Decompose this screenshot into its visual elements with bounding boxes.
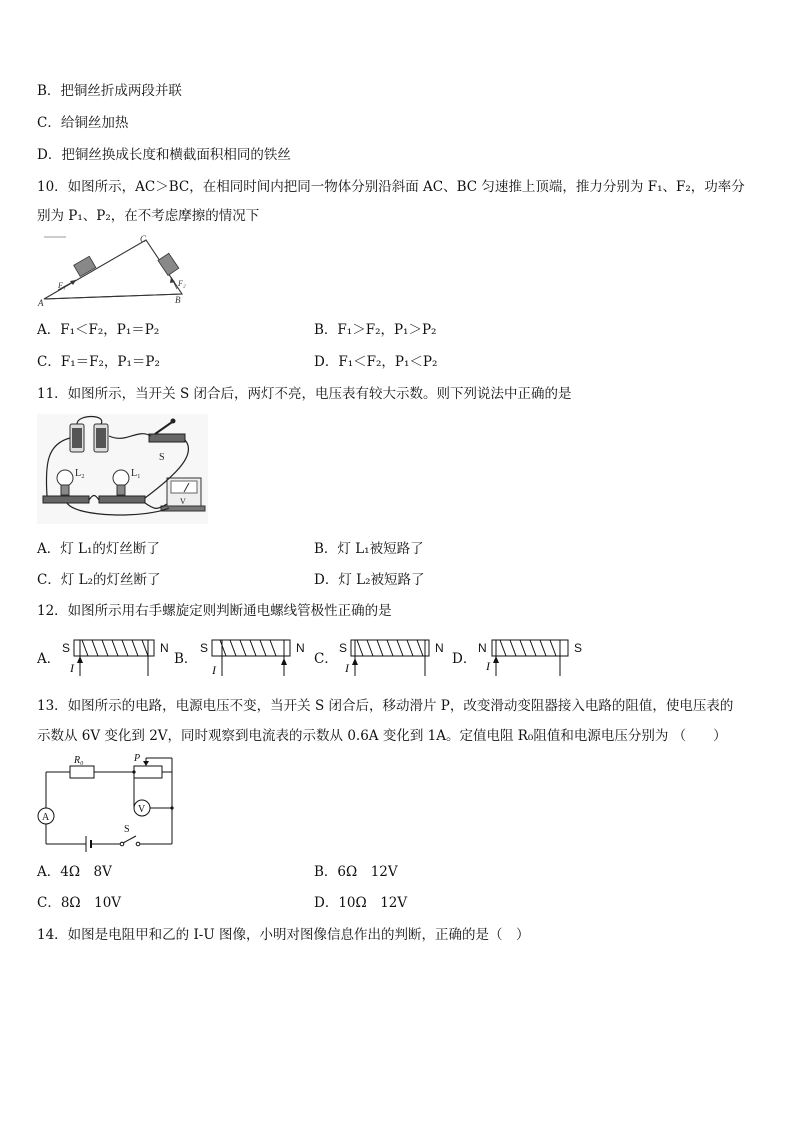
q12-a-right-pole: N bbox=[160, 641, 169, 655]
q10-option-c: C．F₁＝F₂，P₁＝P₂ bbox=[37, 354, 160, 370]
q13-stem-line1: 13．如图所示的电路，电源电压不变，当开关 S 闭合后，移动滑片 P，改变滑动变阻器接入电路的阻值，使电压表的 bbox=[37, 698, 734, 714]
q11-label-s: S bbox=[159, 452, 165, 463]
q10-option-d: D．F₁＜F₂，P₁＜P₂ bbox=[314, 354, 438, 370]
q12-option-b-letter: B． bbox=[174, 651, 198, 667]
q12-d-left-pole: N bbox=[478, 641, 487, 655]
q12-a-current: I bbox=[70, 661, 74, 675]
q12-c-current: I bbox=[345, 661, 349, 675]
q11-stem: 11．如图所示，当开关 S 闭合后，两灯不亮，电压表有较大示数。则下列说法中正确的是 bbox=[37, 386, 572, 402]
q11-circuit-photo bbox=[37, 414, 208, 524]
q10-incline-figure bbox=[36, 232, 196, 308]
q12-d-right-pole: S bbox=[574, 641, 583, 655]
q12-option-b-solenoid bbox=[198, 632, 308, 678]
q10-option-b: B．F₁＞F₂，P₁＞P₂ bbox=[314, 322, 437, 338]
q11-label-l1: L₁ bbox=[131, 468, 141, 479]
q13-label-v: V bbox=[138, 804, 146, 815]
q10-label-a: A bbox=[38, 298, 44, 308]
q10-label-f2: F₂ bbox=[178, 279, 186, 288]
q12-option-d-letter: D． bbox=[452, 651, 477, 667]
q11-option-a: A．灯 L₁的灯丝断了 bbox=[37, 541, 160, 557]
q11-label-v: V bbox=[180, 497, 186, 506]
q13-label-s: S bbox=[124, 824, 130, 835]
q12-b-right-pole: N bbox=[296, 641, 305, 655]
q12-option-c-solenoid bbox=[337, 632, 449, 678]
q10-option-a: A．F₁＜F₂，P₁＝P₂ bbox=[37, 322, 160, 338]
q10-label-f1: F₁ bbox=[58, 281, 66, 290]
q13-option-d: D．10Ω 12V bbox=[314, 895, 408, 911]
q12-a-left-pole: S bbox=[62, 641, 71, 655]
q11-option-c: C．灯 L₂的灯丝断了 bbox=[37, 572, 161, 588]
q13-option-c: C．8Ω 10V bbox=[37, 895, 122, 911]
q9-option-b: B．把铜丝折成两段并联 bbox=[37, 83, 182, 99]
q12-c-right-pole: N bbox=[435, 641, 444, 655]
q12-d-current: I bbox=[486, 659, 490, 673]
q13-circuit-diagram bbox=[36, 752, 182, 856]
q13-label-a: A bbox=[42, 812, 50, 823]
q13-option-a: A．4Ω 8V bbox=[37, 864, 112, 880]
q13-label-r0: R₀ bbox=[74, 755, 84, 766]
q13-stem-line2: 示数从 6V 变化到 2V，同时观察到电流表的示数从 0.6A 变化到 1A。定值电阻 R₀阻值和电源电压分别为 （ ） bbox=[37, 728, 727, 744]
q10-label-c: C bbox=[140, 234, 147, 244]
q9-option-c: C．给铜丝加热 bbox=[37, 115, 129, 131]
q9-option-d: D．把铜丝换成长度和横截面积相同的铁丝 bbox=[37, 147, 291, 163]
q10-stem-line1: 10．如图所示，AC＞BC，在相同时间内把同一物体分别沿斜面 AC、BC 匀速推上顶端，推力分别为 F₁、F₂，功率分 bbox=[37, 179, 745, 195]
q11-label-l2: L₂ bbox=[75, 468, 85, 479]
q12-option-a-solenoid bbox=[60, 632, 172, 678]
q13-label-p: P bbox=[134, 753, 141, 764]
q10-stem-line2: 别为 P₁、P₂，在不考虑摩擦的情况下 bbox=[37, 208, 260, 224]
q13-option-b: B．6Ω 12V bbox=[314, 864, 398, 880]
q12-option-c-letter: C． bbox=[314, 651, 338, 667]
q12-c-left-pole: S bbox=[339, 641, 348, 655]
q14-stem: 14．如图是电阻甲和乙的 I-U 图像，小明对图像信息作出的判断，正确的是（ ） bbox=[37, 927, 530, 943]
q11-option-d: D．灯 L₂被短路了 bbox=[314, 572, 425, 588]
q11-option-b: B．灯 L₁被短路了 bbox=[314, 541, 424, 557]
q12-stem: 12．如图所示用右手螺旋定则判断通电螺线管极性正确的是 bbox=[37, 603, 392, 619]
q12-option-d-solenoid bbox=[476, 632, 588, 678]
q12-b-left-pole: S bbox=[200, 641, 209, 655]
q12-b-current: I bbox=[212, 663, 216, 677]
q10-label-b: B bbox=[175, 295, 181, 305]
q12-option-a-letter: A． bbox=[37, 651, 61, 667]
